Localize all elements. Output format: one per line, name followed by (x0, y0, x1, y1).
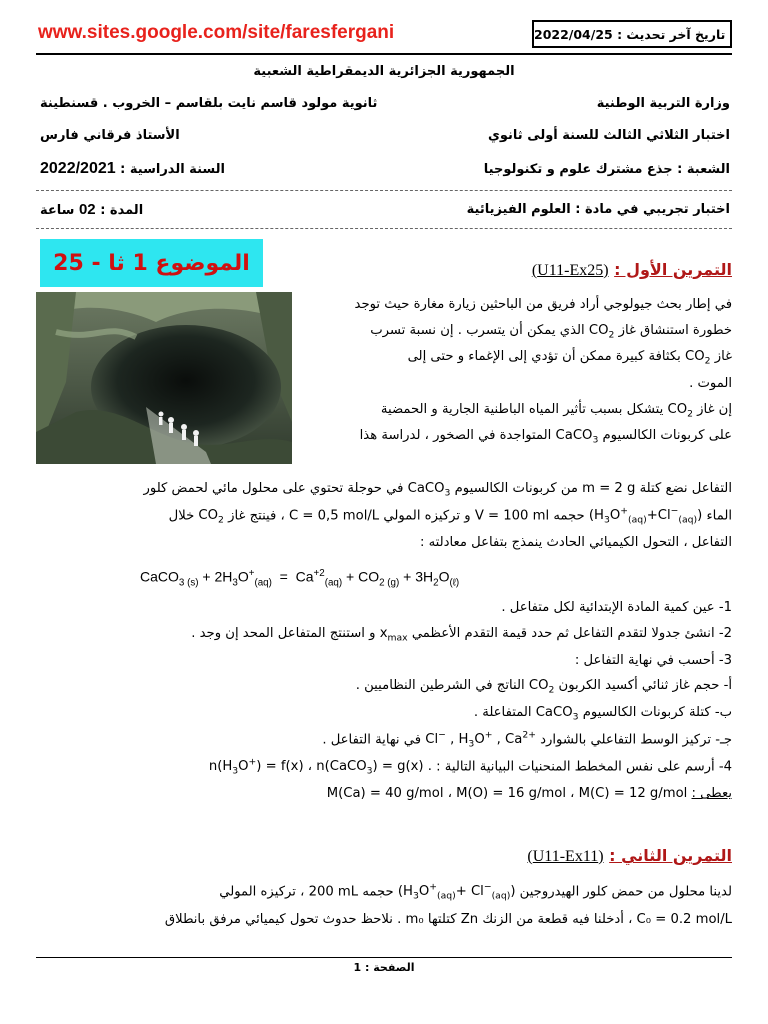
exercise-1-code: (U11-Ex25) (531, 262, 609, 279)
duration-label: المدة : (100, 203, 144, 218)
ministry: وزارة التربية الوطنية (596, 96, 730, 111)
text-line: خطورة استنشاق غاز $CO_2$ الذي يمكن أن يتسرب . إن نسبة تسرب (370, 322, 732, 341)
question-3b: ب- كتلة كربونات الكالسيوم CaCO$_3$ المتفاعلة . (473, 705, 732, 723)
page-number: الصفحة : 1 (353, 961, 415, 974)
divider (36, 228, 732, 229)
update-date: 2022/04/25 (534, 26, 613, 42)
divider (36, 190, 732, 191)
branch: الشعبة : جذع مشترك علوم و تكنولوجيا (483, 162, 730, 177)
question-3a: أ- حجم غاز ثنائي أكسيد الكربون $CO_2$ الناتج في الشرطين النظاميين . (355, 678, 732, 697)
exercise-1-questions (36, 595, 732, 807)
year-value: 2022/2021 (40, 160, 116, 177)
topic-badge (40, 239, 263, 287)
exam-title: اختبار الثلاثي الثالث للسنة أولى ثانوي (487, 128, 730, 143)
footer-rule (36, 957, 732, 958)
year-label: السنة الدراسية : (120, 162, 225, 177)
given-data: يعطى : M(Ca) = 40 g/mol ، M(O) = 16 g/mol ، M(C) = 12 g/mol (326, 786, 732, 802)
text-line: في إطار بحث جيولوجي أراد فريق من الباحثين زيارة مغارة حيث توجد (354, 297, 732, 312)
exercise-2-body (36, 878, 732, 934)
question-3c: جـ- تركيز الوسط التفاعلي بالشوارد Cl− , $H_3O^+$ , $Ca^{2+}$ في نهاية التفاعل . (322, 729, 732, 750)
question-2: 2- انشئ جدولا لتقدم التفاعل ثم حدد قيمة التقدم الأعظمي $x_{max}$ و استنتج المتفاعل المحد إن وجد . (191, 625, 732, 644)
exercise-2-title (527, 846, 732, 866)
text-line: التفاعل ، التحول الكيميائي الحادث ينمذج بتفاعل معادلته : (419, 534, 732, 550)
duration (40, 201, 143, 218)
update-label: تاريخ آخر تحديث : (617, 26, 726, 42)
text-line: C₀ = 0.2 mol/L ، أدخلنا فيه قطعة من الزنك Zn كتلتها m₀ . نلاحظ حدوث تحول كيميائي مرفق بانطلاق (164, 912, 732, 928)
exercise-1-label: التمرين الأول : (614, 260, 732, 279)
duration-unit: ساعة (40, 203, 75, 218)
text-line: غاز $CO_2$ بكثافة كبيرة ممكن أن تؤدي إلى الإغماء و حتى إلى (407, 349, 732, 368)
question-4: 4- أرسم على نفس المخطط المنحنيات البيانية التالية : $n(H_3O^+) = f(x)$ ، n(CaCO$_3$) = g(x) . (208, 757, 732, 778)
update-date-box (532, 20, 732, 48)
question-1: 1- عين كمية المادة الإبتدائية لكل متفاعل . (501, 600, 732, 615)
duration-value: 02 (78, 201, 96, 218)
question-3: 3- أحسب في نهاية التفاعل : (574, 652, 732, 668)
header-rule (36, 53, 732, 55)
text-line: الماء $(H_3O^+_{(aq)}+Cl^-_{(aq)})$ حجمه V = 100 ml و تركيزه المولي C = 0,5 mol/L ، فينتج غاز $CO_2$ خلال (168, 505, 732, 526)
cave-image-icon (36, 292, 292, 464)
exercise-2-label: التمرين الثاني : (609, 846, 732, 865)
exercise-1-title (532, 260, 732, 280)
text-line: التفاعل نضع كتلة m = 2 g من كربونات الكالسيوم CaCO$_3$ في حوجلة تحتوي على محلول مائي لحمض كلور (143, 481, 732, 499)
subject: اختبار تجريبي في مادة : العلوم الفيزيائية (466, 202, 730, 217)
exercise-2-code: (U11-Ex11) (527, 848, 604, 865)
teacher: الأستاذ فرقاني فارس (40, 128, 180, 143)
text-line: إن غاز $CO_2$ يتشكل بسبب تأثير المياه الباطنية الجارية و الحمضية (380, 401, 732, 420)
topic-label: الموضوع 1 ثا - 25 (53, 250, 250, 276)
cave-photo (36, 292, 292, 464)
site-url[interactable]: www.sites.google.com/site/faresfergani (38, 22, 395, 43)
text-line: على كربونات الكالسيوم CaCO$_3$ المتواجدة في الصخور ، لدراسة هذا (359, 428, 732, 447)
school-year (40, 160, 225, 178)
text-line: الموت . (689, 376, 732, 392)
school: ثانوية مولود قاسم نايت بلقاسم – الخروب . قسنطينة (40, 96, 378, 111)
republic-title: الجمهورية الجزائرية الديمقراطية الشعبية (253, 64, 515, 79)
exercise-1-body (36, 476, 732, 555)
chemical-equation: CaCO$_{3 (s)}$ + $2H_3O^+_{(aq)} = Ca^{+2}_{(aq)} + CO_{2 (g)} + 3H_2O_{(\ell)}$ (140, 568, 460, 589)
text-line: لدينا محلول من حمض كلور الهيدروجين $(H_3O^+_{(aq)}+ Cl^-_{(aq)})$ حجمه 200 mL ، تركيزه المولي (219, 882, 732, 903)
exercise-1-intro (300, 292, 732, 450)
